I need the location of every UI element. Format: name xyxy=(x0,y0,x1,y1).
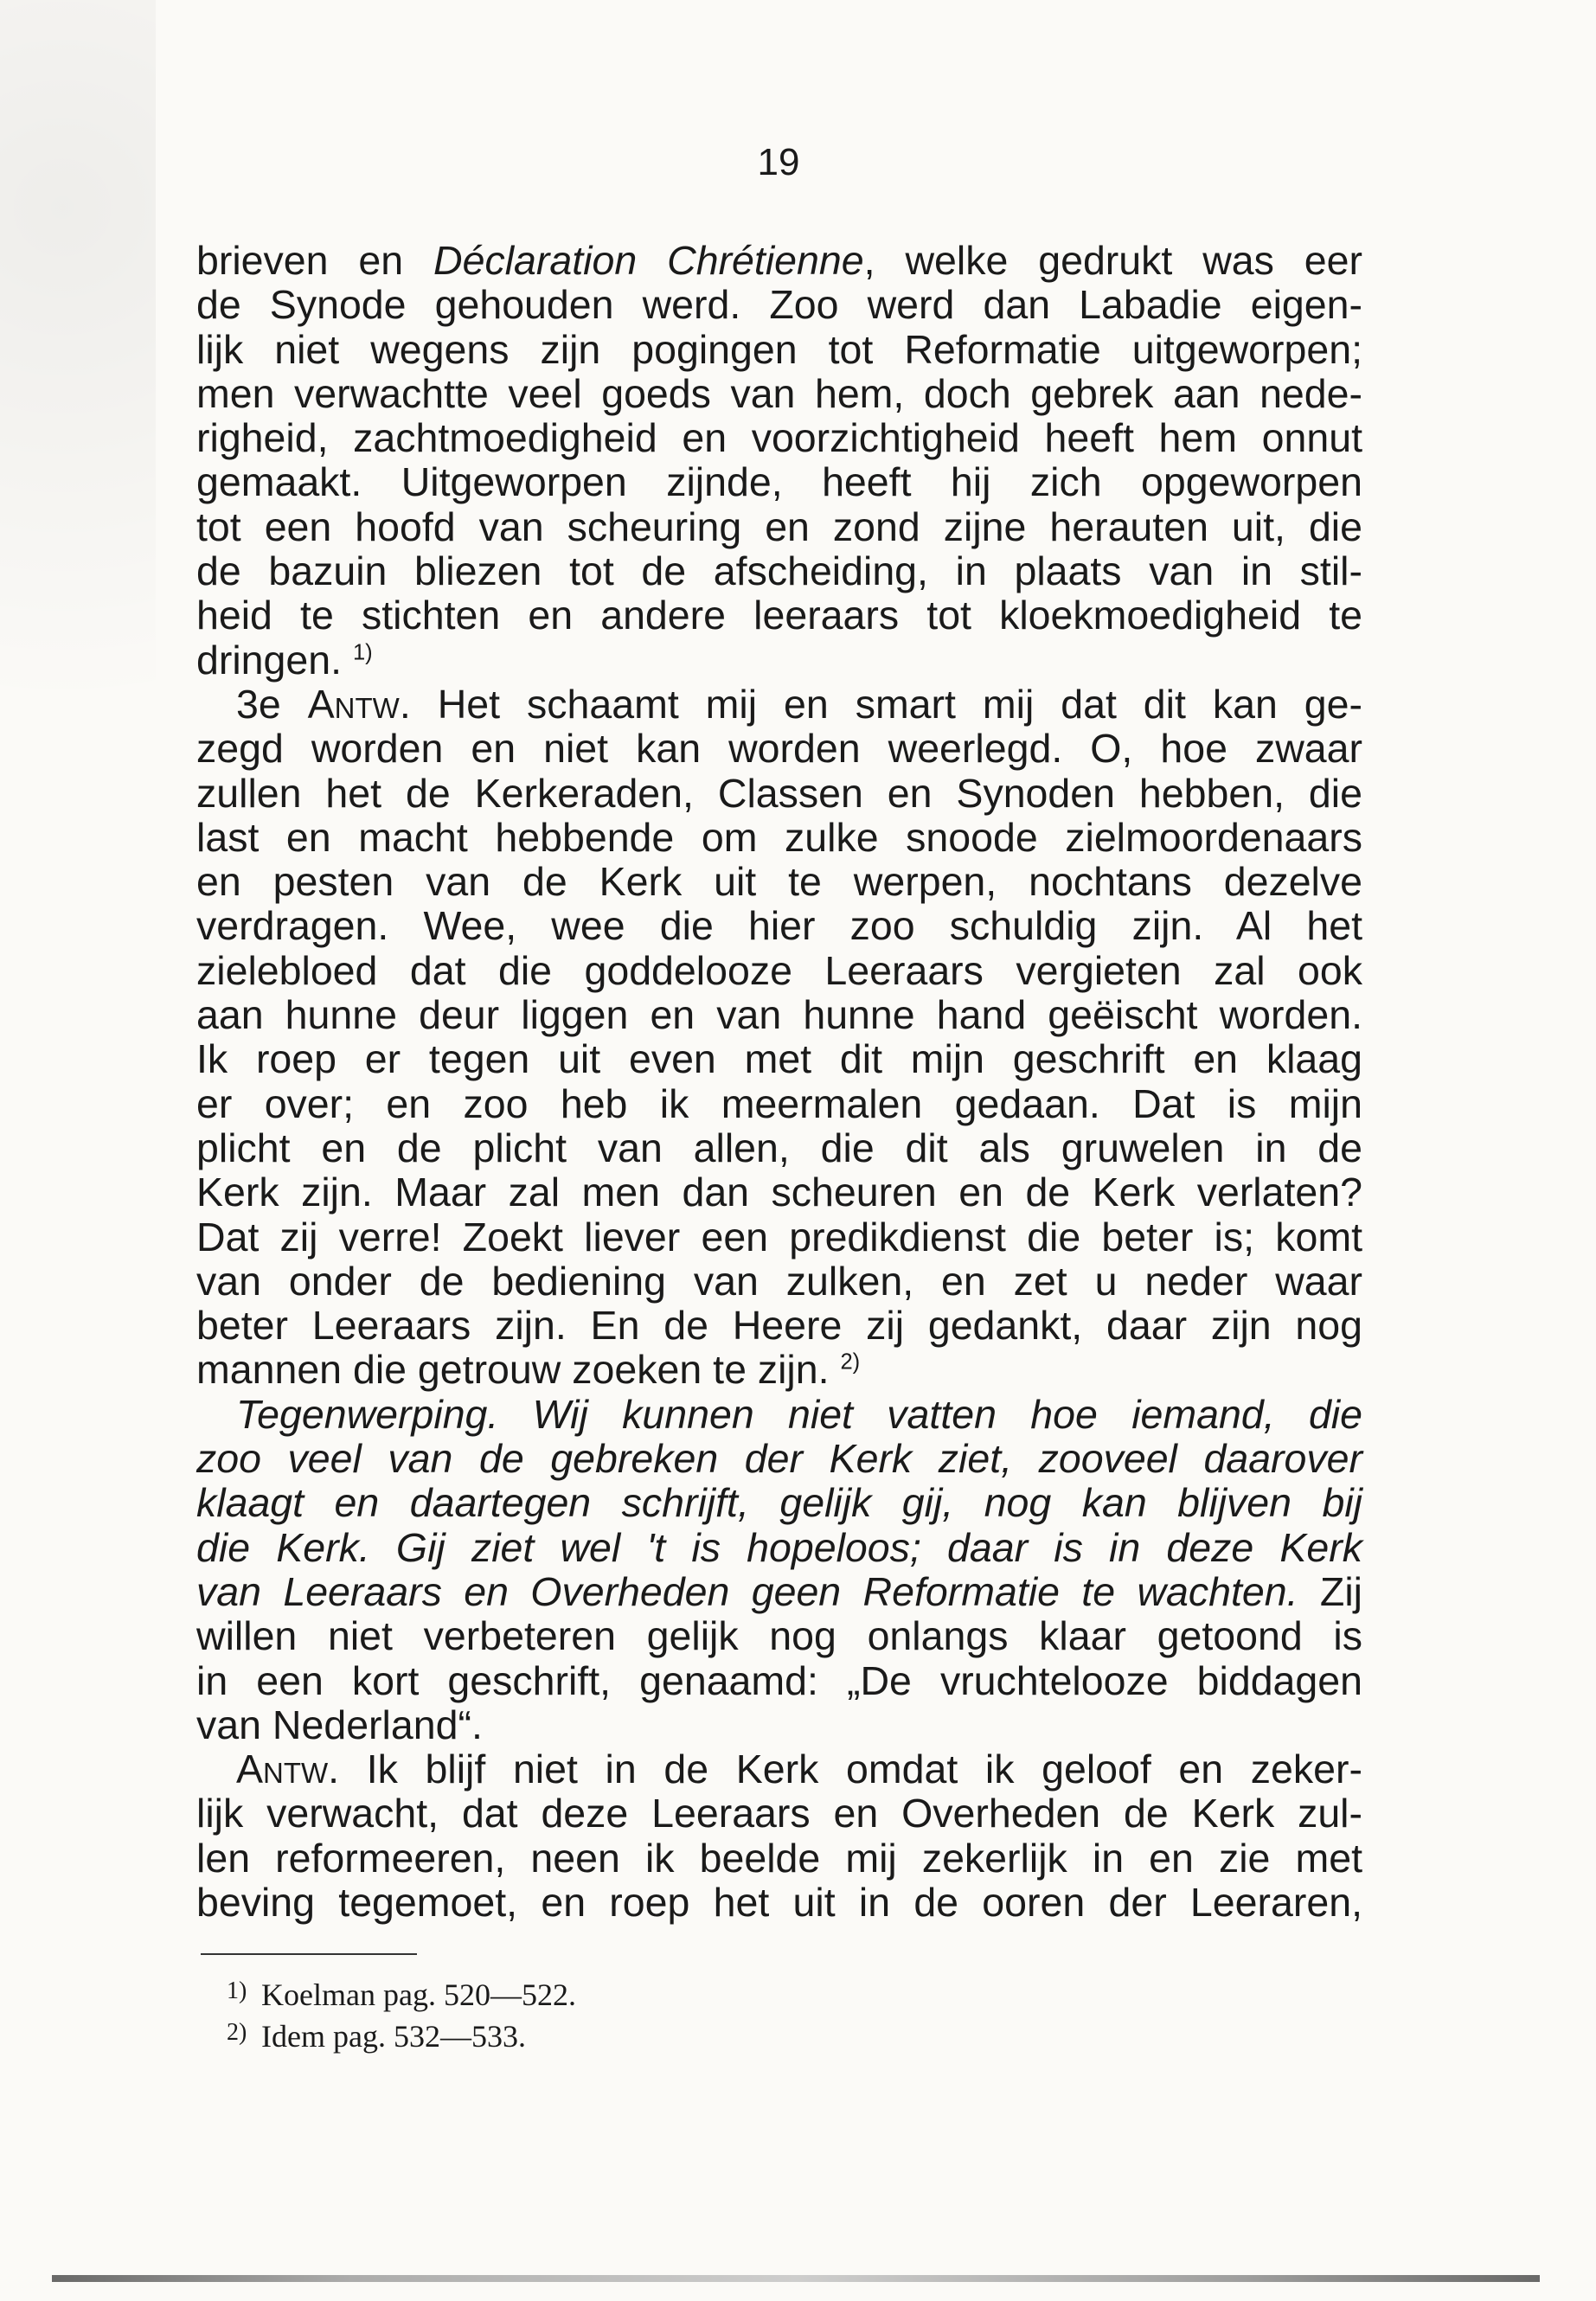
page-number: 19 xyxy=(757,141,800,183)
footnote-ref[interactable]: 1) xyxy=(352,640,373,665)
footnote-mark: 1) xyxy=(227,1977,247,2004)
footnote-ref[interactable]: 2) xyxy=(840,1349,861,1375)
text-line: van onder de bediening van zulken, en zet u neder waar xyxy=(196,1258,1362,1304)
footnote-text: Koelman pag. 520—522. xyxy=(261,1977,576,2012)
text-line: en pesten van de Kerk uit te werpen, nochtans dezelve xyxy=(196,859,1362,905)
text-line: zoo veel van de gebreken der Kerk ziet, zooveel daarover xyxy=(196,1436,1362,1482)
text-line: Kerk zijn. Maar zal men dan scheuren en de Kerk verlaten? xyxy=(196,1170,1362,1215)
text-line: beter Leeraars zijn. En de Heere zij gedankt, daar zijn nog xyxy=(196,1303,1362,1349)
footnote-text: Idem pag. 532—533. xyxy=(261,2019,526,2054)
text-line: Antw. Ik blijf niet in de Kerk omdat ik geloof en zeker- xyxy=(236,1747,1362,1792)
text-line: heid te stichten en andere leeraars tot kloekmoedigheid te xyxy=(196,593,1362,638)
text-line: tot een hoofd van scheuring en zond zijne herauten uit, die xyxy=(196,503,1362,549)
text-line: beving tegemoet, en roep het uit in de ooren der Leeraren, xyxy=(196,1879,1362,1925)
text-line: lijk verwacht, dat deze Leeraars en Overheden de Kerk zul- xyxy=(196,1791,1362,1836)
text-line: 3e Antw. Het schaamt mij en smart mij dat dit kan ge- xyxy=(236,681,1362,727)
footnote xyxy=(227,1972,576,2014)
text-line: van Leeraars en Overheden geen Reformatie te wachten. Zij xyxy=(196,1568,1362,1614)
text-line: zielebloed dat die goddelooze Leeraars vergieten zal ook xyxy=(196,947,1362,993)
text-line: in een kort geschrift, genaamd: „De vruchtelooze biddagen xyxy=(196,1657,1362,1703)
text-line: de Synode gehouden werd. Zoo werd dan Labadie eigen- xyxy=(196,282,1362,328)
text-line: zegd worden en niet kan worden weerlegd. O, hoe zwaar xyxy=(196,726,1362,772)
text-line: die Kerk. Gij ziet wel 't is hopeloos; daar is in deze Kerk xyxy=(196,1524,1362,1570)
text-line: dringen. $^{1)}$ xyxy=(196,637,373,683)
text-line: righeid, zachtmoedigheid en voorzichtigheid heeft hem onnut xyxy=(196,415,1362,461)
text-line: Dat zij verre! Zoekt liever een predikdienst die beter is; komt xyxy=(196,1214,1362,1259)
text-line: last en macht hebbende om zulke snoode zielmoordenaars xyxy=(196,814,1362,860)
footnote-mark: 2) xyxy=(227,2019,247,2046)
text-line: lijk niet wegens zijn pogingen tot Reformatie uitgeworpen; xyxy=(196,326,1362,372)
body-text xyxy=(196,239,1362,1925)
footnote-divider xyxy=(201,1953,417,1955)
text-line: mannen die getrouw zoeken te zijn. $^{2)}$ xyxy=(196,1347,861,1393)
scan-bottom-edge xyxy=(52,2275,1540,2282)
text-line: verdragen. Wee, wee die hier zoo schuldig zijn. Al het xyxy=(196,903,1362,949)
text-line: er over; en zoo heb ik meermalen gedaan. Dat is mijn xyxy=(196,1080,1362,1126)
text-line: willen niet verbeteren gelijk nog onlangs klaar getoond is xyxy=(196,1613,1362,1659)
text-line: aan hunne deur liggen en van hunne hand geëischt worden. xyxy=(196,992,1362,1038)
text-line: Tegenwerping. Wij kunnen niet vatten hoe iemand, die xyxy=(236,1391,1362,1437)
text-line: van Nederland“. xyxy=(196,1702,483,1747)
text-line: plicht en de plicht van allen, die dit als gruwelen in de xyxy=(196,1125,1362,1170)
text-line: gemaakt. Uitgeworpen zijnde, heeft hij zich opgeworpen xyxy=(196,459,1362,505)
text-line: klaagt en daartegen schrijft, gelijk gij, nog kan blijven bij xyxy=(196,1480,1362,1526)
text-line: len reformeeren, neen ik beelde mij zekerlijk in en zie met xyxy=(196,1835,1362,1881)
text-line: Ik roep er tegen uit even met dit mijn geschrift en klaag xyxy=(196,1036,1362,1082)
footnote xyxy=(227,2014,576,2055)
text-line: de bazuin bliezen tot de afscheiding, in plaats van in stil- xyxy=(196,548,1362,594)
text-line: zullen het de Kerkeraden, Classen en Synoden hebben, die xyxy=(196,770,1362,816)
text-line: men verwachtte veel goeds van hem, doch gebrek aan nede- xyxy=(196,370,1362,416)
footnotes xyxy=(227,1972,576,2055)
text-line: brieven en Déclaration Chrétienne, welke gedrukt was eer xyxy=(196,238,1363,283)
